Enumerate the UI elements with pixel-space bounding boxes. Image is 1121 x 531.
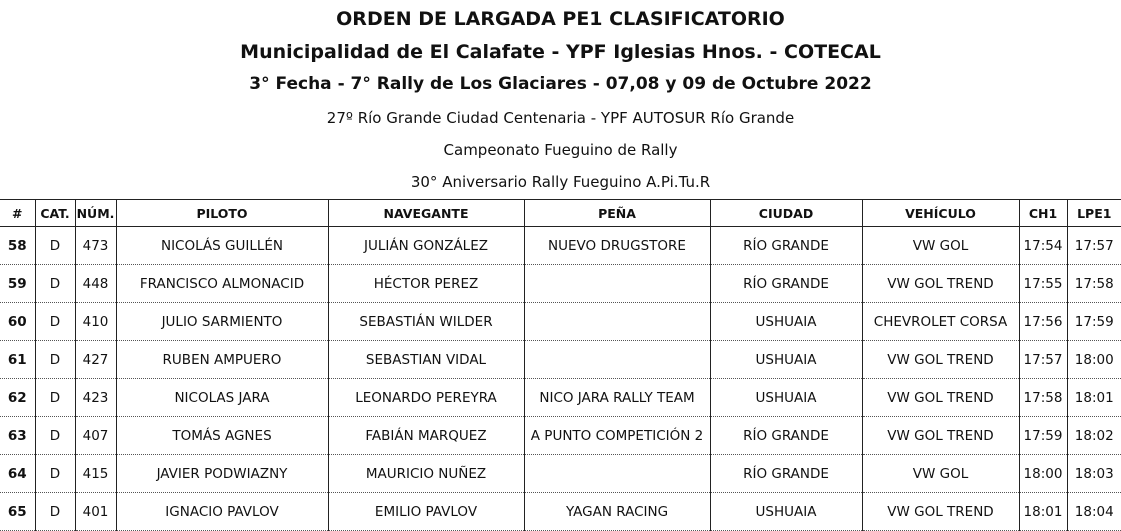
cell-ch1: 17:58 [1019,379,1067,417]
cell-pilot: RUBEN AMPUERO [116,341,328,379]
cell-number: 415 [75,455,116,493]
cell-city: RÍO GRANDE [710,417,862,455]
col-header-position: # [0,200,35,227]
cell-category: D [35,379,75,417]
table-row [0,341,1121,379]
cell-pilot: FRANCISCO ALMONACID [116,265,328,303]
col-header-navigator: NAVEGANTE [328,200,524,227]
cell-lpe1: 18:02 [1067,417,1121,455]
cell-number: 423 [75,379,116,417]
cell-vehicle: VW GOL [862,455,1019,493]
cell-ch1: 17:55 [1019,265,1067,303]
cell-number: 407 [75,417,116,455]
cell-navigator: LEONARDO PEREYRA [328,379,524,417]
cell-ch1: 18:00 [1019,455,1067,493]
cell-navigator: JULIÁN GONZÁLEZ [328,227,524,265]
cell-lpe1: 17:59 [1067,303,1121,341]
cell-lpe1: 18:04 [1067,493,1121,531]
cell-navigator: MAURICIO NUÑEZ [328,455,524,493]
col-header-category: CAT. [35,200,75,227]
cell-team: NICO JARA RALLY TEAM [524,379,710,417]
cell-lpe1: 17:57 [1067,227,1121,265]
cell-city: USHUAIA [710,341,862,379]
cell-team [524,455,710,493]
cell-number: 410 [75,303,116,341]
table-row [0,303,1121,341]
cell-lpe1: 17:58 [1067,265,1121,303]
cell-city: RÍO GRANDE [710,455,862,493]
cell-vehicle: VW GOL TREND [862,379,1019,417]
cell-lpe1: 18:01 [1067,379,1121,417]
event-subtitle-line: 27º Río Grande Ciudad Centenaria - YPF AUTOSUR Río Grande [326,109,795,127]
cell-team [524,341,710,379]
cell-number: 427 [75,341,116,379]
cell-city: USHUAIA [710,379,862,417]
cell-position: 60 [0,303,35,341]
cell-ch1: 18:01 [1019,493,1067,531]
cell-pilot: TOMÁS AGNES [116,417,328,455]
cell-category: D [35,455,75,493]
cell-team: A PUNTO COMPETICIÓN 2 [524,417,710,455]
col-header-team: PEÑA [524,200,710,227]
anniversary-line: 30° Aniversario Rally Fueguino A.Pi.Tu.R [410,173,711,191]
table-row [0,455,1121,493]
cell-category: D [35,417,75,455]
cell-city: RÍO GRANDE [710,227,862,265]
cell-team [524,303,710,341]
championship-line: Campeonato Fueguino de Rally [443,141,678,159]
cell-navigator: SEBASTIAN VIDAL [328,341,524,379]
event-date-line: 3° Fecha - 7° Rally de Los Glaciares - 07,08 y 09 de Octubre 2022 [249,74,872,94]
cell-vehicle: VW GOL TREND [862,493,1019,531]
col-header-lpe1: LPE1 [1067,200,1121,227]
col-header-ch1: CH1 [1019,200,1067,227]
cell-city: RÍO GRANDE [710,265,862,303]
col-header-number: NÚM. [75,200,116,227]
col-header-city: CIUDAD [710,200,862,227]
start-order-table [0,199,1121,531]
cell-category: D [35,493,75,531]
table-row [0,265,1121,303]
cell-lpe1: 18:00 [1067,341,1121,379]
cell-ch1: 17:57 [1019,341,1067,379]
cell-lpe1: 18:03 [1067,455,1121,493]
table-header-row [0,200,1121,227]
cell-vehicle: VW GOL [862,227,1019,265]
document-title: ORDEN DE LARGADA PE1 CLASIFICATORIO [336,8,785,30]
cell-category: D [35,303,75,341]
cell-navigator: SEBASTIÁN WILDER [328,303,524,341]
cell-position: 59 [0,265,35,303]
cell-vehicle: CHEVROLET CORSA [862,303,1019,341]
cell-position: 62 [0,379,35,417]
cell-vehicle: VW GOL TREND [862,417,1019,455]
table-row [0,417,1121,455]
cell-category: D [35,227,75,265]
cell-pilot: NICOLÁS GUILLÉN [116,227,328,265]
organizers-line: Municipalidad de El Calafate - YPF Iglesias Hnos. - COTECAL [240,41,881,63]
cell-pilot: JAVIER PODWIAZNY [116,455,328,493]
cell-number: 473 [75,227,116,265]
col-header-pilot: PILOTO [116,200,328,227]
cell-position: 61 [0,341,35,379]
cell-position: 64 [0,455,35,493]
cell-ch1: 17:59 [1019,417,1067,455]
cell-ch1: 17:54 [1019,227,1067,265]
cell-position: 65 [0,493,35,531]
cell-number: 448 [75,265,116,303]
cell-navigator: FABIÁN MARQUEZ [328,417,524,455]
cell-category: D [35,265,75,303]
cell-city: USHUAIA [710,493,862,531]
cell-pilot: NICOLAS JARA [116,379,328,417]
cell-navigator: HÉCTOR PEREZ [328,265,524,303]
table-row [0,379,1121,417]
cell-navigator: EMILIO PAVLOV [328,493,524,531]
cell-team: NUEVO DRUGSTORE [524,227,710,265]
cell-category: D [35,341,75,379]
cell-vehicle: VW GOL TREND [862,341,1019,379]
cell-pilot: JULIO SARMIENTO [116,303,328,341]
cell-team: YAGAN RACING [524,493,710,531]
cell-position: 63 [0,417,35,455]
cell-ch1: 17:56 [1019,303,1067,341]
cell-city: USHUAIA [710,303,862,341]
col-header-vehicle: VEHÍCULO [862,200,1019,227]
cell-team [524,265,710,303]
table-row [0,493,1121,531]
cell-pilot: IGNACIO PAVLOV [116,493,328,531]
cell-number: 401 [75,493,116,531]
cell-vehicle: VW GOL TREND [862,265,1019,303]
cell-position: 58 [0,227,35,265]
table-row [0,227,1121,265]
